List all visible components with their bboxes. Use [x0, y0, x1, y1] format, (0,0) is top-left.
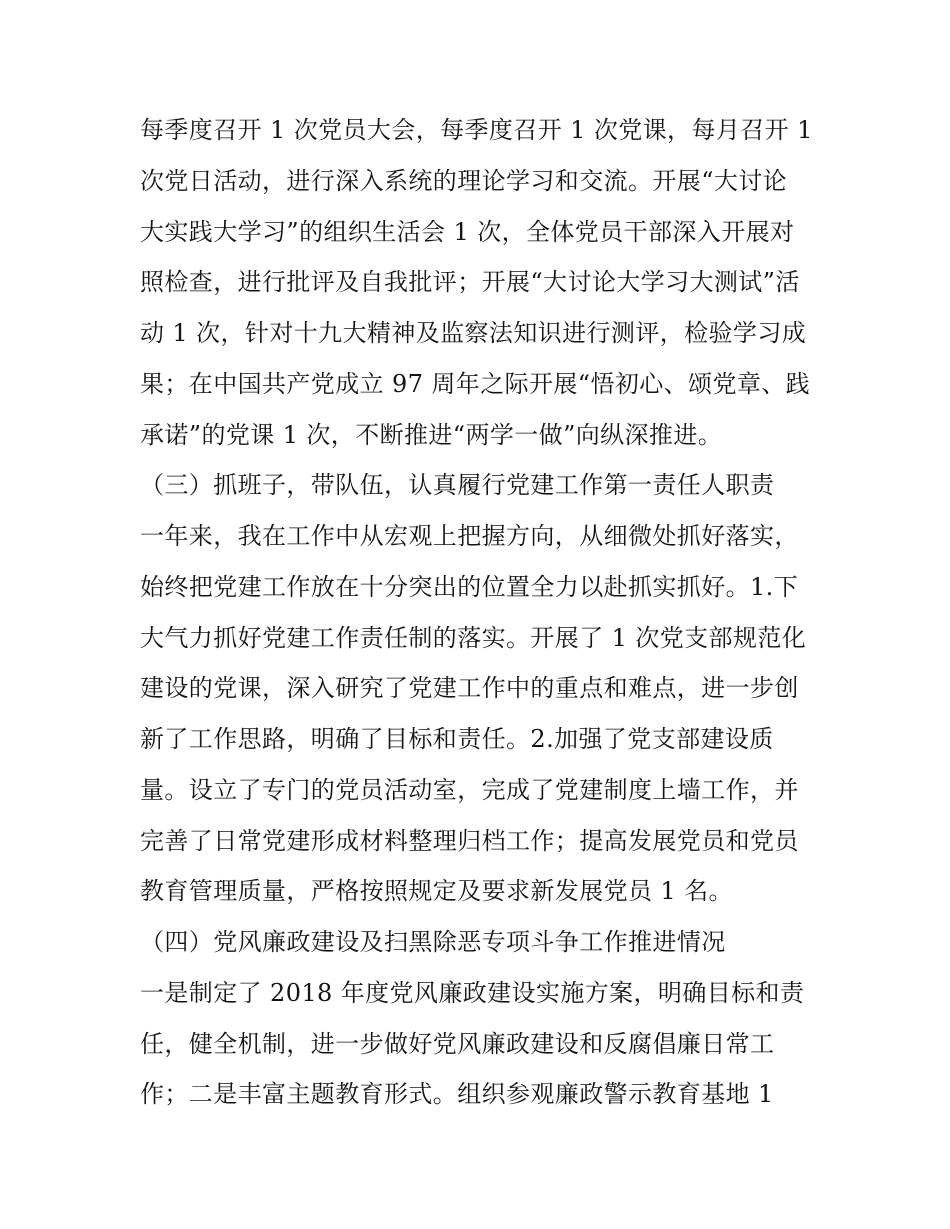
text-line: 量。设立了专门的党员活动室，完成了党建制度上墙工作，并 — [140, 776, 799, 804]
text-line: 照检查，进行批评及自我批评；开展“大讨论大学习大测试”活 — [140, 268, 800, 296]
text-line: 大气力抓好党建工作责任制的落实。开展了 1 次党支部规范化 — [140, 624, 807, 652]
text-line: 新了工作思路，明确了目标和责任。2.加强了党支部建设质 — [140, 725, 774, 753]
text-line: 教育管理质量，严格按照规定及要求新发展党员 1 名。 — [140, 877, 733, 905]
text-line: 承诺”的党课 1 次，不断推进“两学一做”向纵深推进。 — [140, 421, 723, 449]
text-line: 每季度召开 1 次党员大会，每季度召开 1 次党课，每月召开 1 — [140, 116, 813, 144]
text-line: 果；在中国共产党成立 97 周年之际开展“悟初心、颂党章、践 — [140, 370, 811, 398]
text-line: 大实践大学习”的组织生活会 1 次，全体党员干部深入开展对 — [140, 218, 795, 246]
text-line: 次党日活动，进行深入系统的理论学习和交流。开展“大讨论 — [140, 167, 788, 195]
section-heading-3: （三）抓班子，带队伍，认真履行党建工作第一责任人职责 — [140, 471, 775, 499]
text-line: 始终把党建工作放在十分突出的位置全力以赴抓实抓好。1.下 — [140, 573, 799, 601]
text-line: 一年来，我在工作中从宏观上把握方向，从细微处抓好落实， — [140, 522, 799, 550]
text-line: 动 1 次，针对十九大精神及监察法知识进行测评，检验学习成 — [140, 319, 807, 347]
text-line: 建设的党课，深入研究了党建工作中的重点和难点，进一步创 — [140, 674, 799, 702]
section-heading-4: （四）党风廉政建设及扫黑除恶专项斗争工作推进情况 — [140, 928, 726, 956]
text-line: 完善了日常党建形成材料整理归档工作；提高发展党员和党员 — [140, 827, 799, 855]
text-line: 任，健全机制，进一步做好党风廉政建设和反腐倡廉日常工 — [140, 1030, 775, 1058]
text-line: 一是制定了 2018 年度党风廉政建设实施方案，明确目标和责 — [140, 979, 805, 1007]
text-line: 作；二是丰富主题教育形式。组织参观廉政警示教育基地 1 — [140, 1080, 774, 1108]
